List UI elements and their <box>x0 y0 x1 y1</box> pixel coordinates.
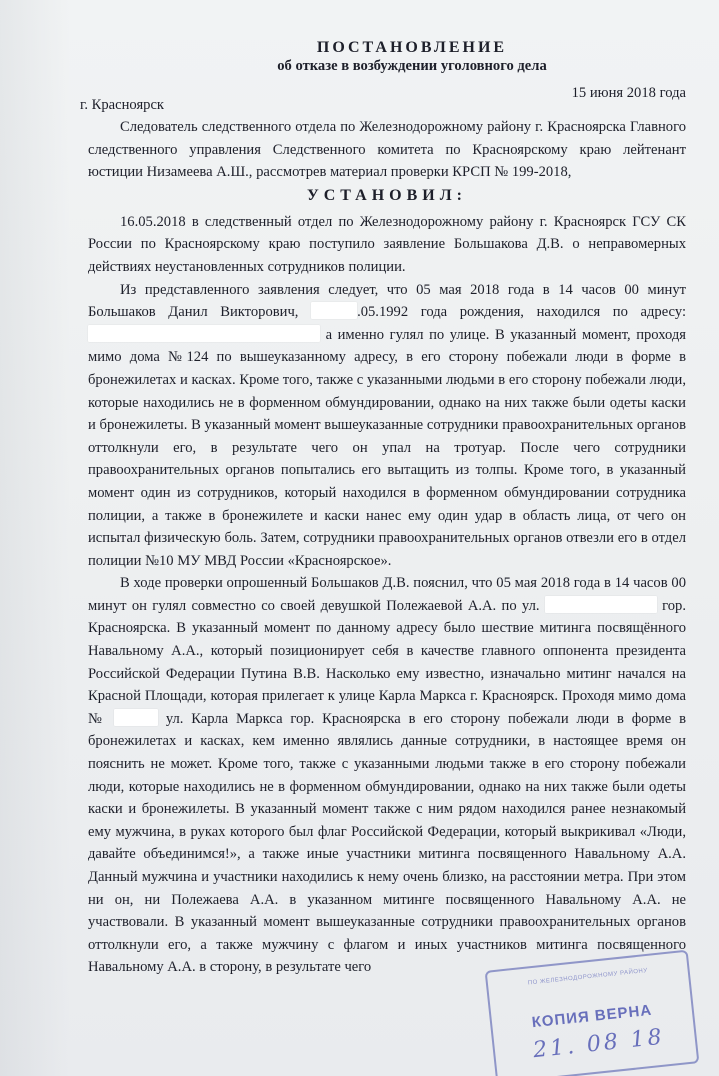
paragraph-3 <box>88 572 686 979</box>
stamp-text-lines: ПО ЖЕЛЕЗНОДОРОЖНОМУ РАЙОНУ <box>527 967 648 987</box>
stamp-copy-text: КОПИЯ ВЕРНА <box>530 1001 653 1032</box>
redaction-house-number <box>114 709 158 726</box>
section-heading: УСТАНОВИЛ: <box>307 186 467 204</box>
redaction-street <box>545 596 657 613</box>
intro-paragraph: Следователь следственного отдела по Железнодорожному району г. Красноярска Главного следственного управления Следственного комитета по Красноярскому краю лейтенант юстиции Низамеева А.Ш., рассмотрев материал проверки КРСП № 199-2018, <box>88 119 686 181</box>
paragraph-2 <box>88 279 686 573</box>
paragraph-3-part-b: гор. Красноярска. В указанный момент по данному адресу было шествие митинга посвящённого Навальному А.А., который позиционирует себя в качестве главного оппонента президента Российской Федерации Путина В.В. Насколько ему известно, изначально митинг начался на Красной Площади, которая прилегает к улице Карла Маркса г. Красноярск. Проходя мимо дома № <box>88 597 686 727</box>
redaction-birthdate <box>311 302 357 319</box>
document-title: ПОСТАНОВЛЕНИЕ <box>316 39 508 56</box>
paragraph-2-part-a: Из представленного заявления следует, что 05 мая 2018 года в 14 часов 00 минут Большаков Данил Викторович, <box>88 281 686 321</box>
paragraph-3-part-a: В ходе проверки опрошенный Большаков Д.В. пояснил, что 05 мая 2018 года в 14 часов 00 минут он гулял совместно со своей девушкой Полежаевой А.А. по ул. <box>88 575 686 614</box>
page-shadow <box>0 0 70 1076</box>
document-place: г. Красноярск <box>80 97 165 113</box>
paragraph-1: 16.05.2018 в следственный отдел по Железнодорожному району г. Красноярск ГСУ СК России по Красноярскому краю поступило заявление Большакова Д.В. о неправомерных действиях неустановленных сотрудников полиции. <box>88 213 686 275</box>
place-date-row <box>80 82 686 113</box>
document-body <box>80 38 686 979</box>
paragraph-2-part-b: .05.1992 года рождения, находился по адресу: <box>357 304 686 321</box>
stamp-handwritten-date: 21. 08 18 <box>531 1024 666 1064</box>
paragraph-2-part-c: а именно гулял по улице. В указанный момент, проходя мимо дома №124 по вышеуказанному адресу, в его сторону побежали люди в форме в бронежилетах и касках. Кроме того, также с указанными людьми в его сторону побежали люди, которые находились не в форменном обмундировании, однако на них также были одеты каски и бронежилеты. В указанный момент вышеуказанные сотрудники правоохранительных органов оттолкнули его, в результате чего он упал на тротуар. После чего сотрудники правоохранительных органов попытались его вытащить из толпы. Кроме того, в указанный момент один из сотрудников, который находился в форменном обмундировании сотрудника полиции, а также в бронежилете и каски нанес ему один удар в область лица, от чего он испытал физическую боль. Затем, сотрудники правоохранительных органов отвезли его в отдел полиции №10 МУ МВД России «Красноярское». <box>88 326 686 569</box>
paragraph-3-part-c: ул. Карла Маркса гор. Красноярска в его сторону побежали люди в форме в бронежилетах и касках, кем именно являлись данные сотрудники, в настоящее время он пояснить не может. Кроме того, также с указанными людьми также в его сторону побежали люди, которые находились не в форменном обмундировании, однако на них также были одеты каски и бронежилеты. В указанный момент также с ним рядом находился ранее незнакомый ему мужчина, в руках которого был флаг Российской Федерации, который выкрикивал «Люди, давайте объединимся!», а также иные участники митинга посвященного Навальному А.А. Данный мужчина и участники находились к нему очень близко, на расстоянии метра. При этом ни он, ни Полежаева А.А. в указанном митинге посвященного Навальному А.А. не участвовали. В указанный момент вышеуказанные сотрудники правоохранительных органов оттолкнули его, а также мужчину с флагом и иных участников митинга посвященного Навальному А.А. в сторону, в результате чего <box>88 710 686 976</box>
document-date: 15 июня 2018 года <box>571 85 686 101</box>
document-subtitle: об отказе в возбуждении уголовного дела <box>277 58 547 74</box>
redaction-address <box>88 325 320 342</box>
